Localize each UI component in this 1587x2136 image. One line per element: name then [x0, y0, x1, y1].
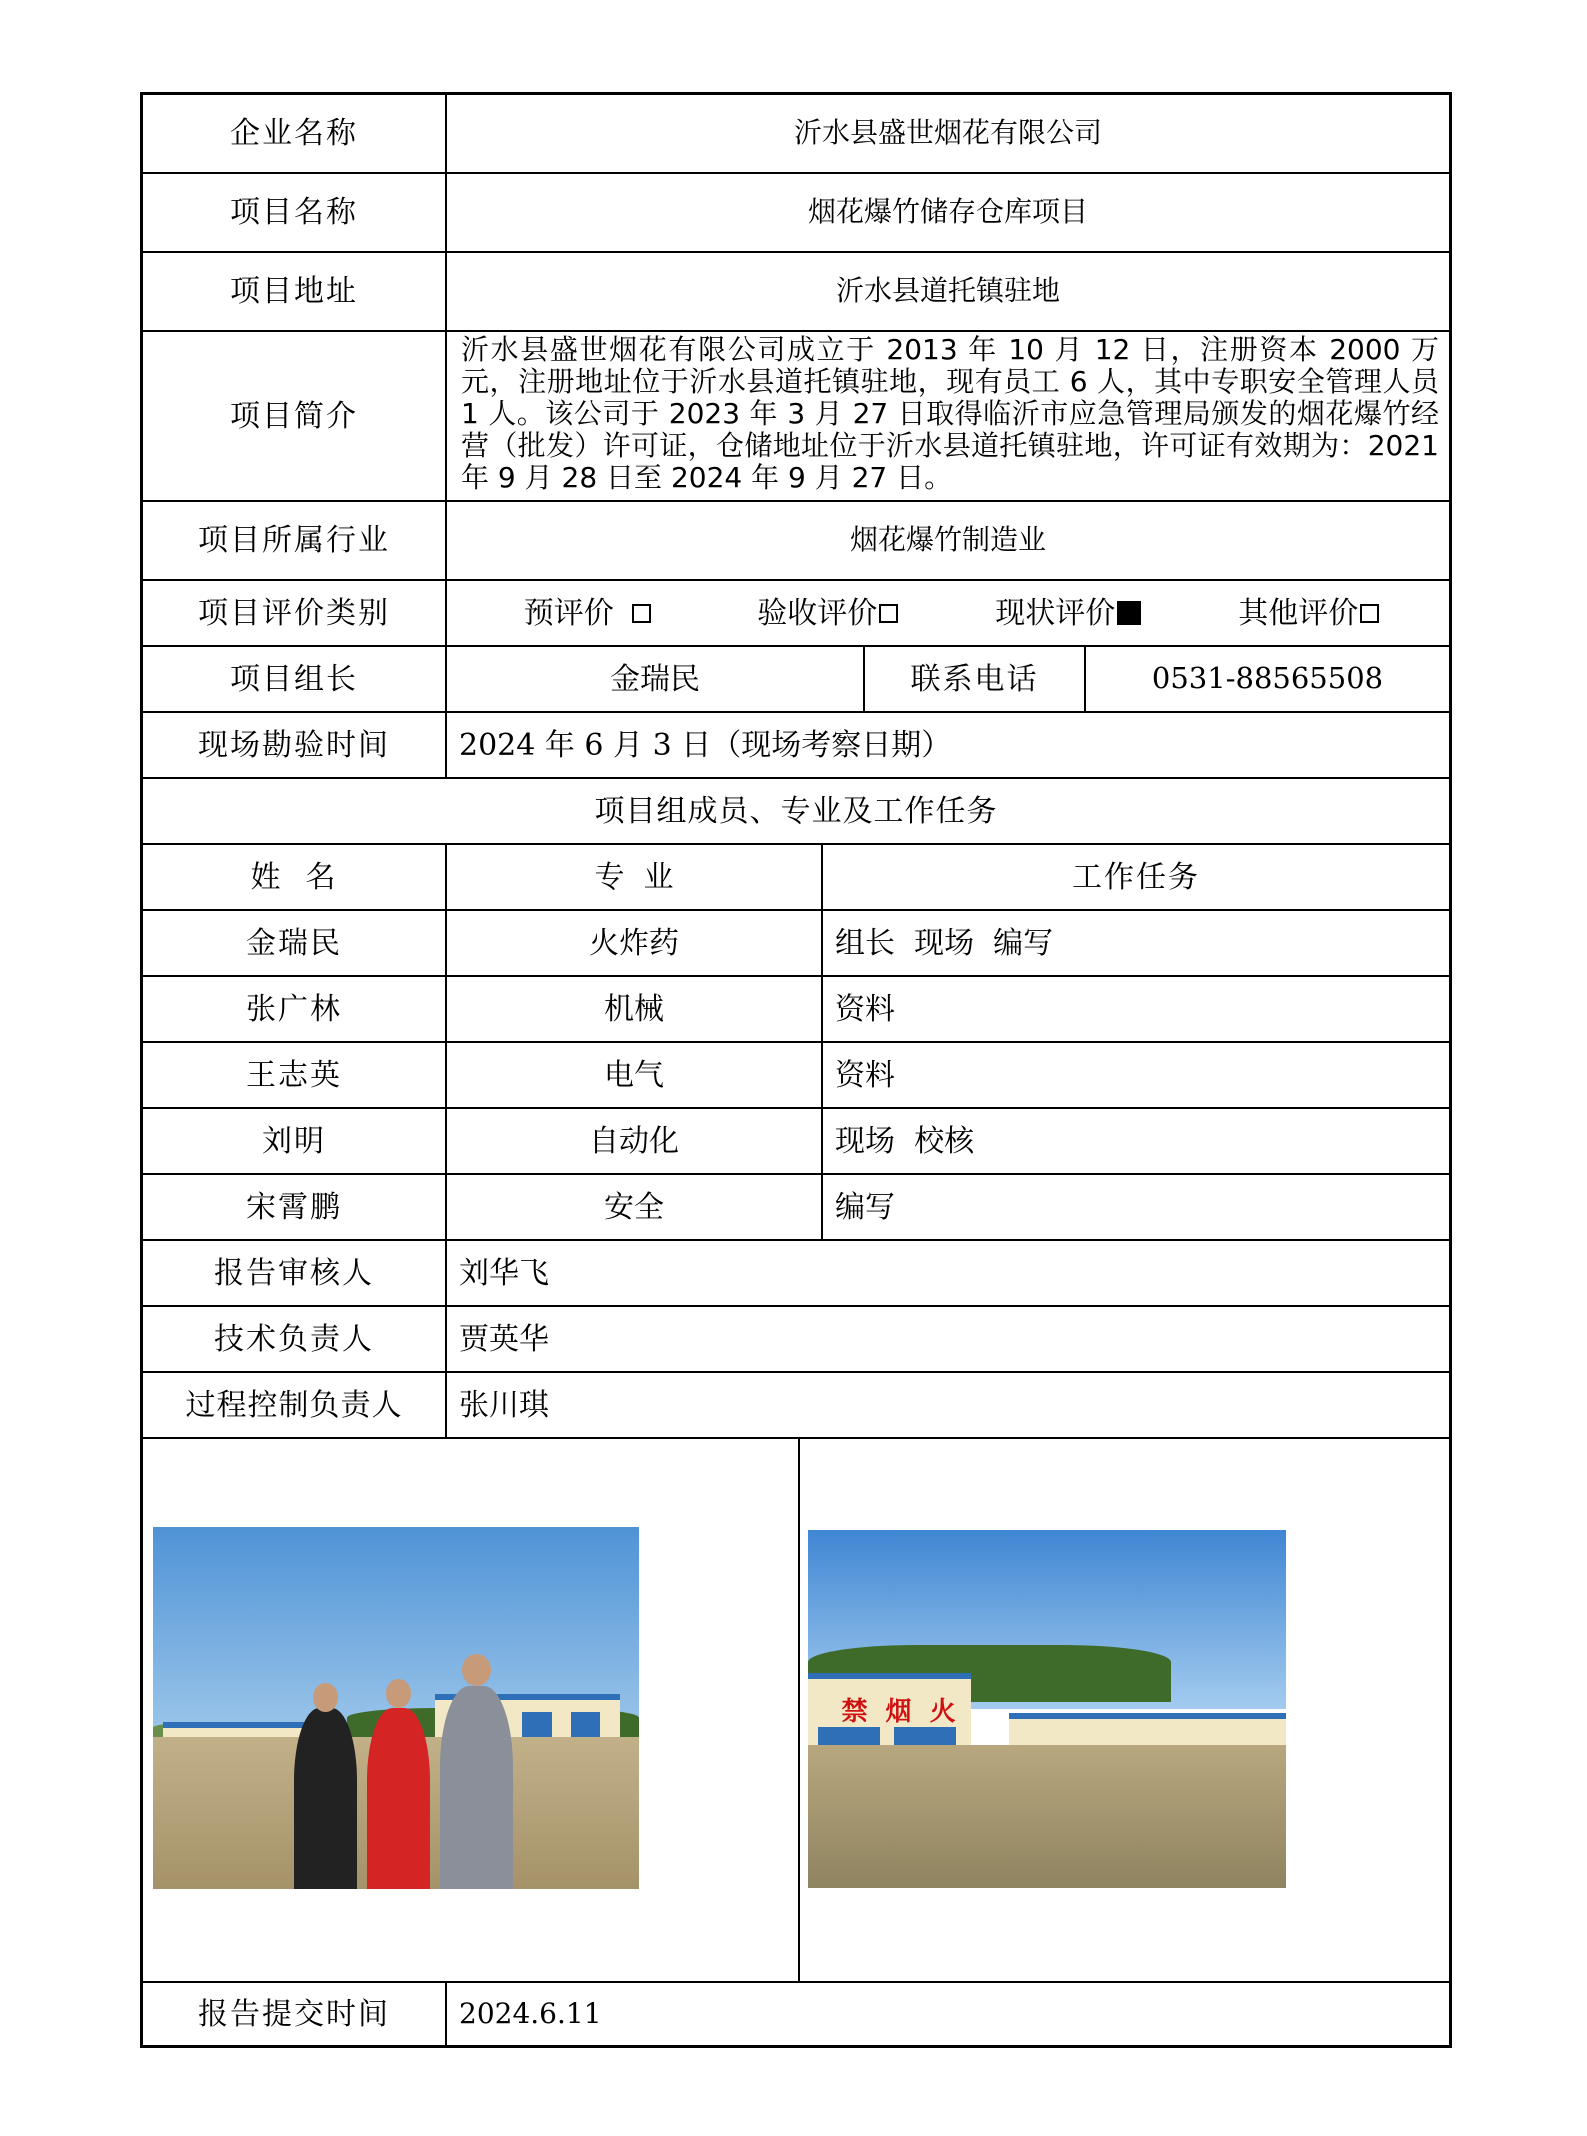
company-value: 沂水县盛世烟花有限公司 [793, 116, 1102, 150]
team-header-name: 姓 名 [143, 845, 447, 909]
company-label: 企业名称 [143, 95, 447, 172]
row-project-intro [143, 332, 1449, 502]
member-task: 资料 [835, 991, 895, 1027]
photo-cell-left [143, 1439, 800, 1981]
member-task: 组长 现场 编写 [835, 925, 1054, 961]
row-eval-type [143, 581, 1449, 647]
row-process-lead [143, 1373, 1449, 1439]
industry-label: 项目所属行业 [143, 502, 447, 579]
member-major: 机械 [447, 977, 823, 1041]
row-project-name [143, 174, 1449, 253]
eval-option-other[interactable] [1189, 597, 1430, 630]
table-row [143, 1043, 1449, 1109]
eval-option-pre[interactable] [467, 597, 708, 630]
member-major: 安全 [447, 1175, 823, 1239]
member-task: 资料 [835, 1057, 895, 1093]
checkbox-unchecked-icon [879, 604, 898, 623]
member-name: 张广林 [143, 977, 447, 1041]
row-leader [143, 647, 1449, 713]
row-project-address [143, 253, 1449, 332]
submit-time-value: 2024.6.11 [459, 1996, 602, 2030]
project-name-label: 项目名称 [143, 174, 447, 251]
submit-time-label: 报告提交时间 [143, 1983, 447, 2045]
project-name-value: 烟花爆竹储存仓库项目 [807, 195, 1088, 229]
row-industry [143, 502, 1449, 581]
table-row [143, 1175, 1449, 1241]
member-task: 编写 [835, 1189, 895, 1225]
member-name: 刘明 [143, 1109, 447, 1173]
member-name: 宋霄鹏 [143, 1175, 447, 1239]
team-heading: 项目组成员、专业及工作任务 [594, 793, 998, 829]
project-intro-label: 项目简介 [143, 332, 447, 500]
row-company [143, 95, 1449, 174]
row-team-heading [143, 779, 1449, 845]
row-survey-time [143, 713, 1449, 779]
project-address-value: 沂水县道托镇驻地 [835, 274, 1060, 308]
member-major: 电气 [447, 1043, 823, 1107]
checkbox-checked-icon [1117, 601, 1141, 625]
phone-label: 联系电话 [865, 647, 1086, 711]
tech-lead-value: 贾英华 [459, 1321, 549, 1357]
member-major: 火炸药 [447, 911, 823, 975]
industry-value: 烟花爆竹制造业 [849, 523, 1046, 557]
reviewer-value: 刘华飞 [459, 1255, 549, 1291]
leader-label: 项目组长 [143, 647, 447, 711]
member-task: 现场 校核 [835, 1123, 975, 1159]
row-site-photos [143, 1439, 1449, 1983]
project-address-label: 项目地址 [143, 253, 447, 330]
member-name: 金瑞民 [143, 911, 447, 975]
member-major: 自动化 [447, 1109, 823, 1173]
eval-option-acceptance-label: 验收评价 [757, 595, 878, 631]
table-row [143, 1109, 1449, 1175]
member-name: 王志英 [143, 1043, 447, 1107]
eval-type-options [447, 581, 1449, 645]
process-lead-label: 过程控制负责人 [143, 1373, 447, 1437]
checkbox-unchecked-icon [632, 604, 651, 623]
project-info-table [140, 92, 1452, 2048]
team-header-major: 专 业 [447, 845, 823, 909]
table-row [143, 911, 1449, 977]
row-reviewer [143, 1241, 1449, 1307]
eval-type-label: 项目评价类别 [143, 581, 447, 645]
site-photo-warehouse [808, 1530, 1286, 1888]
row-tech-lead [143, 1307, 1449, 1373]
team-header-row [143, 845, 1449, 911]
phone-value: 0531-88565508 [1151, 661, 1384, 696]
team-header-task: 工作任务 [1072, 859, 1200, 895]
tech-lead-label: 技术负责人 [143, 1307, 447, 1371]
eval-option-current-label: 现状评价 [995, 595, 1116, 631]
eval-option-pre-label: 预评价 [523, 595, 614, 631]
row-submit-time [143, 1983, 1449, 2045]
eval-option-acceptance[interactable] [708, 597, 949, 630]
reviewer-label: 报告审核人 [143, 1241, 447, 1305]
process-lead-value: 张川琪 [459, 1387, 549, 1423]
survey-time-label: 现场勘验时间 [143, 713, 447, 777]
survey-time-value: 2024 年 6 月 3 日（现场考察日期） [459, 727, 952, 763]
site-photo-team [153, 1527, 639, 1889]
leader-value: 金瑞民 [447, 647, 865, 711]
checkbox-unchecked-icon [1360, 604, 1379, 623]
no-fireworks-sign: 禁 烟 火 [841, 1697, 956, 1728]
table-row [143, 977, 1449, 1043]
project-intro-value: 沂水县盛世烟花有限公司成立于 2013 年 10 月 12 日，注册资本 2000 万元，注册地址位于沂水县道托镇驻地，现有员工 6 人，其中专职安全管理人员 1 人。该公司于 2023 年 3 月 27 日取得临沂市应急管理局颁发的烟花爆竹经营（批发）许可证，仓储地址位于沂水县道托镇驻地，许可证有效期为：2021 年 9 月 28 日至 2024 年 9 月 27 日。 [461, 333, 1439, 494]
eval-option-other-label: 其他评价 [1238, 595, 1359, 631]
photo-cell-right [798, 1439, 1449, 1981]
eval-option-current[interactable] [948, 597, 1189, 630]
